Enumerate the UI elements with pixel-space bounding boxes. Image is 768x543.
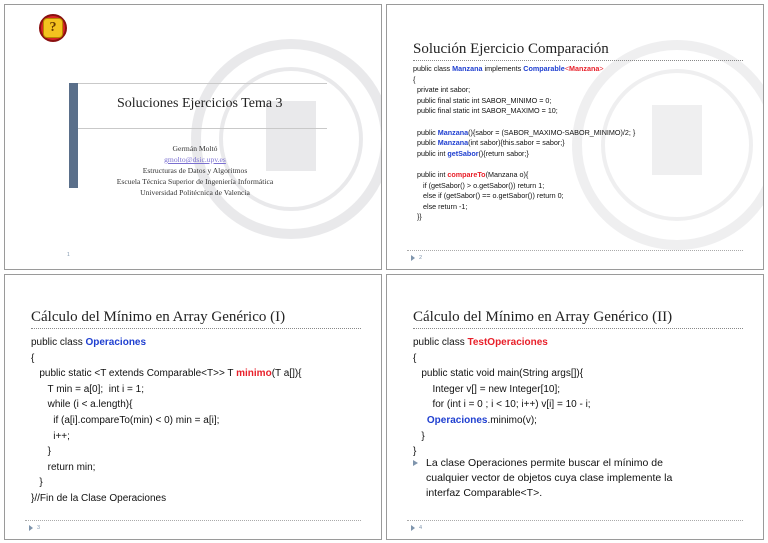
author-name: Germán Moltó [172, 144, 218, 153]
bullet-triangle-icon [411, 525, 415, 531]
code-block [413, 335, 591, 460]
code-line [413, 117, 635, 128]
slide-footer [411, 525, 422, 531]
code-line: } [31, 446, 52, 458]
university-name: Universidad Politécnica de Valencia [140, 188, 250, 197]
code-line: T min = a[0]; int i = 1; [31, 383, 145, 395]
code-line: }} [413, 212, 422, 222]
code-line: else if (getSabor() == o.getSabor()) return 0; [413, 191, 564, 201]
code-line: public static <T extends Comparable<T>> T minimo(T a[]){ [31, 368, 302, 380]
code-line: for (int i = 0 ; i < 10; i++) v[i] = 10 - i; [413, 399, 591, 411]
code-line: public class Manzana implements Comparable<Manzana> [413, 64, 604, 73]
code-line: public int getSabor(){return sabor;} [413, 148, 529, 158]
code-line: public class Operaciones [31, 337, 147, 348]
code-block [31, 335, 302, 507]
author-block [75, 143, 315, 198]
code-line: if (getSabor() > o.getSabor()) return 1; [413, 180, 545, 190]
code-line: public final static int SABOR_MINIMO = 0; [413, 95, 552, 105]
code-line: i++; [31, 430, 70, 442]
code-line: public final static int SABOR_MAXIMO = 10; [413, 106, 558, 116]
code-line: else return -1; [413, 201, 468, 211]
code-line: public Manzana(){sabor = (SABOR_MAXIMO-SABOR_MINIMO)/2; } [413, 127, 636, 137]
code-line: public class TestOperaciones [413, 337, 548, 348]
code-block [413, 64, 635, 223]
title-divider [413, 60, 743, 61]
course-name: Estructuras de Datos y Algoritmos [142, 166, 248, 175]
page-number: 3 [37, 525, 41, 531]
slide-3 [4, 274, 382, 540]
code-line: { [31, 352, 35, 364]
code-line: Operaciones.minimo(v); [426, 414, 537, 426]
slide-4 [386, 274, 764, 540]
code-line: return min; [31, 461, 96, 473]
footer-divider [407, 520, 743, 521]
code-line: } [31, 477, 43, 489]
code-line: } [413, 430, 425, 442]
code-line: Integer v[] = new Integer[10]; [413, 383, 561, 395]
page-number: 2 [419, 255, 423, 261]
help-icon: ? [39, 14, 67, 42]
bullet-triangle-icon [29, 525, 33, 531]
title-divider [413, 328, 743, 329]
slide-footer [29, 525, 40, 531]
code-line: { [413, 352, 417, 364]
university-seal-watermark [181, 11, 381, 266]
code-line: }//Fin de la Clase Operaciones [31, 492, 167, 504]
bullet-text: La clase Operaciones permite buscar el mínimo de cualquier vector de objetos cuya clase implemente la interfaz Comparable<T>. [426, 457, 673, 499]
title-divider [31, 328, 361, 329]
code-line [413, 159, 635, 170]
slide-title: Cálculo del Mínimo en Array Genérico (II) [413, 309, 673, 325]
code-line: } [413, 446, 417, 458]
code-line: if (a[i].compareTo(min) < 0) min = a[i]; [31, 414, 220, 426]
slide-1 [4, 4, 382, 270]
page-number: 4 [419, 525, 423, 531]
author-email-link[interactable]: gmolto@dsic.upv.es [164, 155, 226, 164]
slide-title: Cálculo del Mínimo en Array Genérico (I) [31, 309, 286, 325]
code-line: private int sabor; [413, 85, 471, 95]
page-number: 1 [67, 252, 70, 258]
bullet-point [413, 456, 703, 501]
footer-divider [25, 520, 361, 521]
slide-title: Solución Ejercicio Comparación [413, 41, 609, 57]
footer-divider [407, 250, 743, 251]
code-line: public int compareTo(Manzana o){ [413, 169, 529, 179]
code-line: { [413, 74, 416, 84]
code-line: public static void main(String args[]){ [413, 368, 584, 380]
school-name: Escuela Técnica Superior de Ingeniería Informática [116, 177, 274, 186]
slide-footer [411, 255, 422, 261]
title-accent-bar [69, 83, 78, 128]
slide-2 [386, 4, 764, 270]
code-line: public Manzana(int sabor){this.sabor = sabor;} [413, 138, 565, 148]
code-line: while (i < a.length){ [31, 399, 133, 411]
presentation-title: Soluciones Ejercicios Tema 3 [117, 96, 283, 111]
bullet-triangle-icon [413, 460, 418, 466]
bullet-triangle-icon [411, 255, 415, 261]
